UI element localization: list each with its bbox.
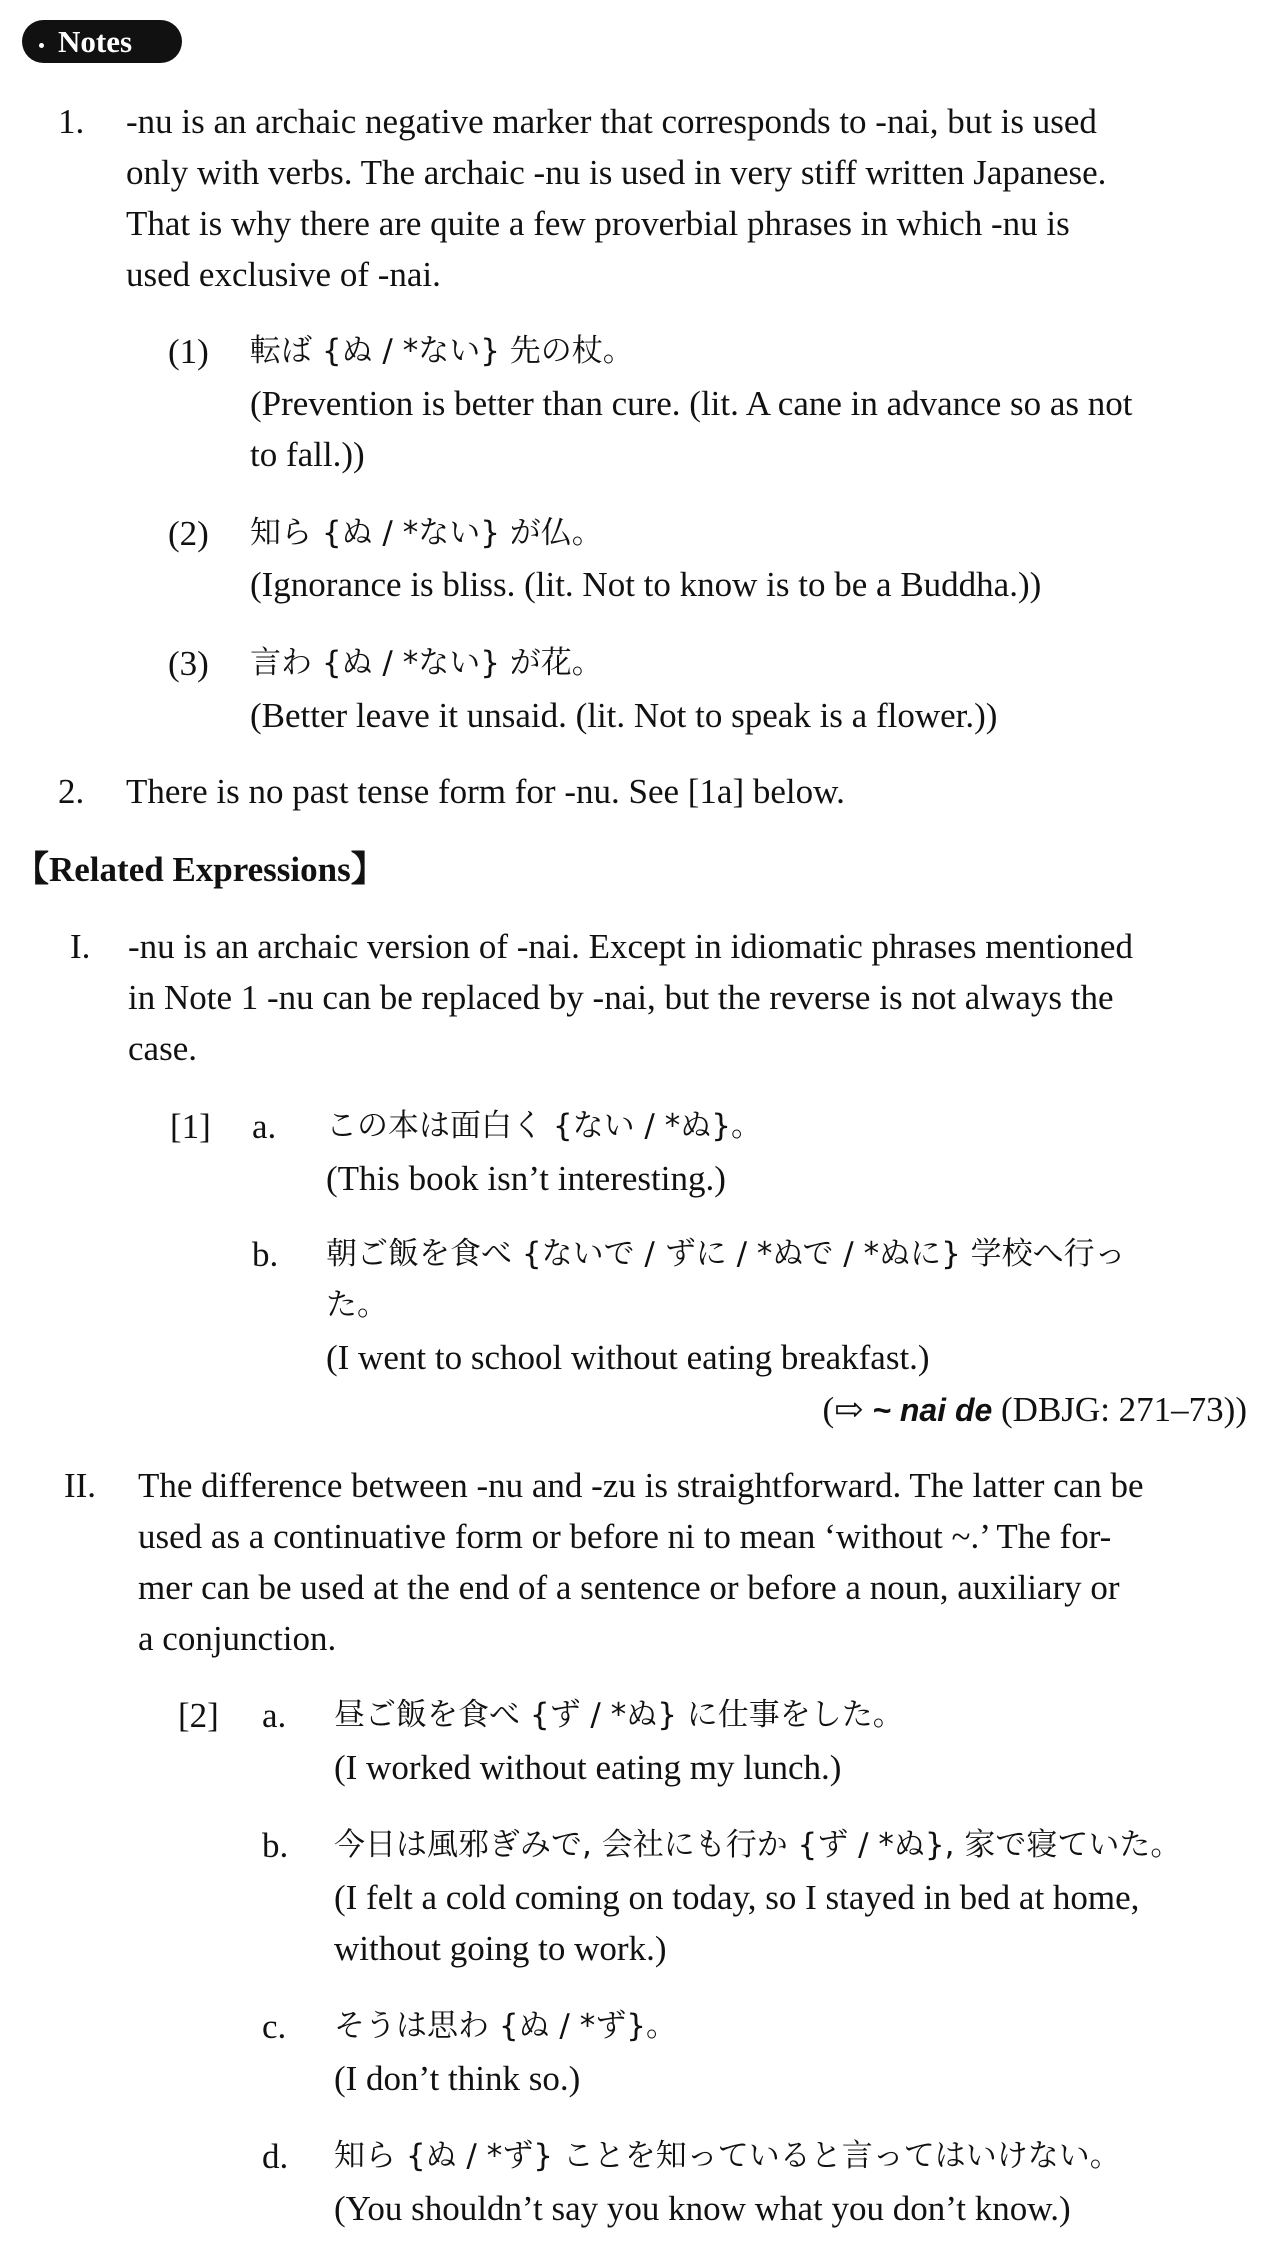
note-text-line: only with verbs. The archaic -nu is used in very stiff written Japanese. bbox=[126, 153, 1107, 192]
note-number: 1. bbox=[58, 102, 85, 141]
example-japanese: 言わ {ぬ / *ない} が花。 bbox=[250, 645, 603, 681]
example-translation: (I felt a cold coming on today, so I stayed in bed at home, bbox=[334, 1878, 1140, 1917]
notes-badge bbox=[22, 20, 182, 63]
example-japanese: 今日は風邪ぎみで, 会社にも行か {ず / *ぬ}, 家で寝ていた。 bbox=[334, 1827, 1182, 1863]
related-text-line: The difference between -nu and -zu is straightforward. The latter can be bbox=[138, 1466, 1144, 1505]
example-number: [2] bbox=[178, 1696, 219, 1735]
example-translation: without going to work.) bbox=[334, 1929, 667, 1968]
example-number: (2) bbox=[168, 514, 209, 553]
related-text-line: a conjunction. bbox=[138, 1619, 337, 1658]
example-japanese: 知ら {ぬ / *ず} ことを知っていると言ってはいけない。 bbox=[334, 2138, 1121, 2174]
badge-dot-icon bbox=[39, 43, 44, 48]
example-translation: (Better leave it unsaid. (lit. Not to speak is a flower.)) bbox=[250, 696, 998, 735]
example-number: (1) bbox=[168, 332, 209, 371]
example-letter: b. bbox=[262, 1826, 289, 1865]
example-japanese: この本は面白く {ない / *ぬ}。 bbox=[326, 1108, 762, 1144]
example-translation: (You shouldn’t say you know what you don’t know.) bbox=[334, 2189, 1071, 2228]
related-text-line: case. bbox=[128, 1029, 197, 1068]
example-japanese: 朝ご飯を食べ {ないで / ずに / *ぬで / *ぬに} 学校へ行っ bbox=[326, 1236, 1126, 1272]
example-japanese: 昼ご飯を食べ {ず / *ぬ} に仕事をした。 bbox=[334, 1697, 904, 1733]
example-translation: (This book isn’t interesting.) bbox=[326, 1159, 726, 1198]
related-number: II. bbox=[64, 1466, 97, 1505]
related-text-line: mer can be used at the end of a sentence or before a noun, auxiliary or bbox=[138, 1568, 1120, 1607]
notes-badge-label: Notes bbox=[58, 24, 133, 59]
example-japanese: 転ば {ぬ / *ない} 先の杖。 bbox=[250, 333, 634, 369]
example-translation: (I went to school without eating breakfast.) bbox=[326, 1338, 930, 1377]
note-text-line: There is no past tense form for -nu. See [1a] below. bbox=[126, 772, 845, 811]
example-number: [1] bbox=[170, 1107, 211, 1146]
example-japanese: た。 bbox=[326, 1287, 388, 1323]
note-text-line: That is why there are quite a few proverbial phrases in which -nu is bbox=[126, 204, 1070, 243]
cross-reference-prefix: (⇨ bbox=[822, 1390, 873, 1429]
example-translation: (Prevention is better than cure. (lit. A cane in advance so as not bbox=[250, 384, 1133, 423]
example-translation: (I don’t think so.) bbox=[334, 2059, 581, 2098]
example-number: (3) bbox=[168, 644, 209, 683]
example-translation: (Ignorance is bliss. (lit. Not to know is to be a Buddha.)) bbox=[250, 565, 1042, 604]
example-letter: b. bbox=[252, 1235, 279, 1274]
note-text-line: used exclusive of -nai. bbox=[126, 255, 441, 294]
example-translation: to fall.)) bbox=[250, 435, 365, 474]
example-letter: c. bbox=[262, 2007, 287, 2046]
cross-reference-suffix: (DBJG: 271–73)) bbox=[992, 1390, 1247, 1429]
cross-reference-term: ~ nai de bbox=[872, 1392, 993, 1428]
note-number: 2. bbox=[58, 772, 85, 811]
example-translation: (I worked without eating my lunch.) bbox=[334, 1748, 842, 1787]
example-japanese: そうは思わ {ぬ / *ず}。 bbox=[334, 2008, 677, 2044]
note-text-line: -nu is an archaic negative marker that corresponds to -nai, but is used bbox=[126, 102, 1097, 141]
related-text-line: in Note 1 -nu can be replaced by -nai, but the reverse is not always the bbox=[128, 978, 1114, 1017]
related-number: I. bbox=[70, 927, 91, 966]
related-expressions-heading: 【Related Expressions】 bbox=[14, 850, 386, 889]
example-letter: d. bbox=[262, 2137, 289, 2176]
cross-reference bbox=[823, 1384, 1248, 1436]
example-japanese: 知ら {ぬ / *ない} が仏。 bbox=[250, 515, 603, 551]
related-text-line: -nu is an archaic version of -nai. Except in idiomatic phrases mentioned bbox=[128, 927, 1133, 966]
example-letter: a. bbox=[262, 1696, 287, 1735]
related-text-line: used as a continuative form or before ni to mean ‘without ~.’ The for- bbox=[138, 1517, 1112, 1556]
example-letter: a. bbox=[252, 1107, 277, 1146]
